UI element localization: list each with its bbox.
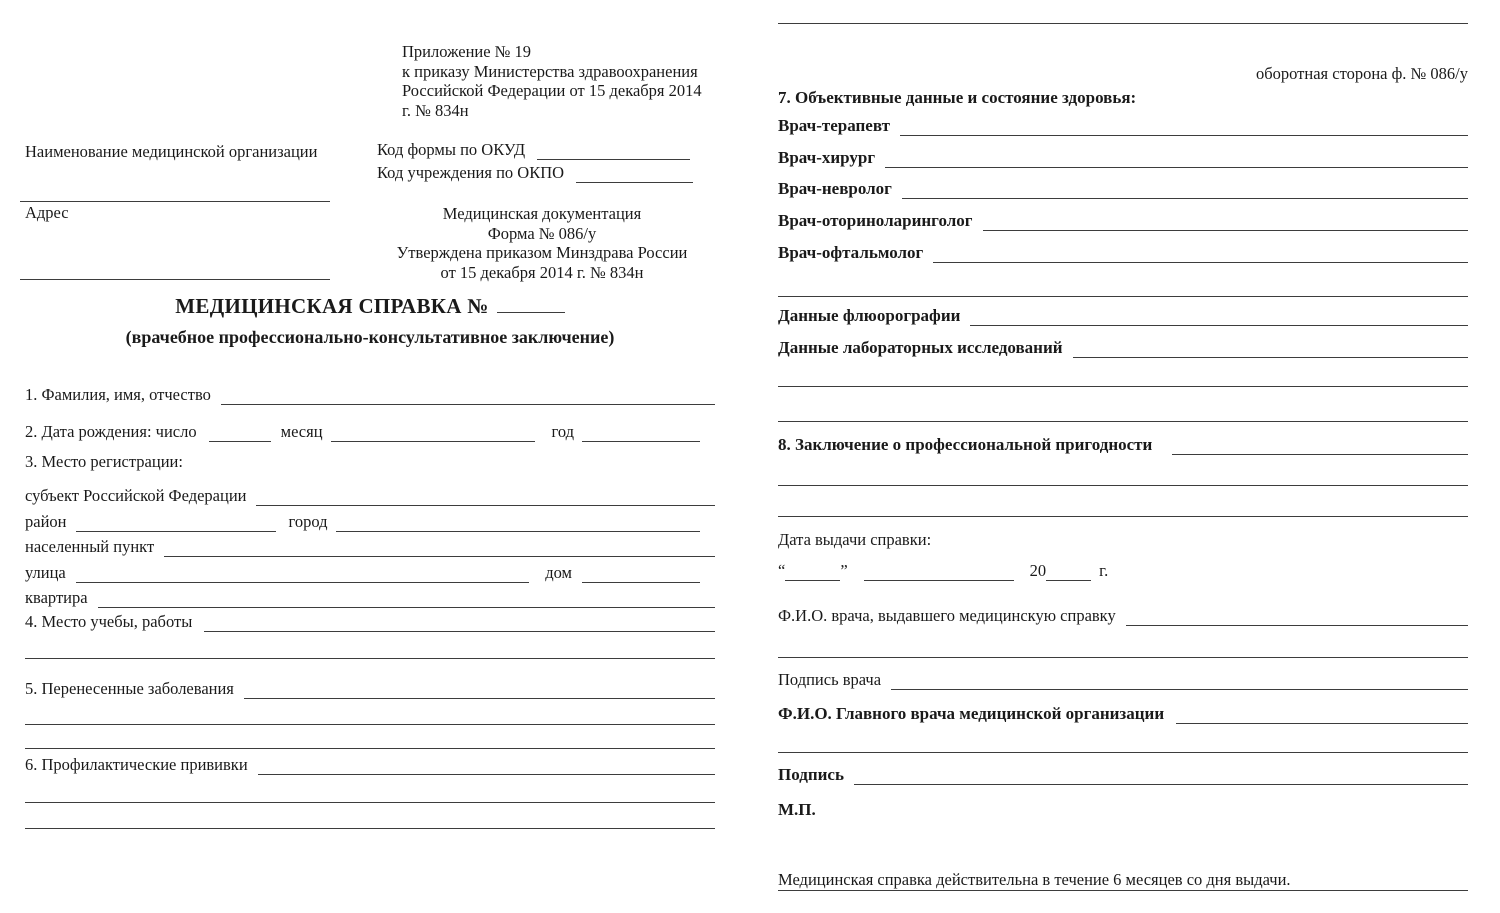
field-vaccinations	[25, 751, 715, 775]
blank-line	[778, 485, 1468, 486]
blank-line	[778, 421, 1468, 422]
validity-note: Медицинская справка действительна в течение 6 месяцев со дня выдачи.	[778, 870, 1291, 889]
blank-line	[864, 580, 1014, 581]
lab-tests-label: Данные лабораторных исследований	[778, 338, 1063, 357]
field-district-city	[25, 508, 700, 532]
year-suffix: г.	[1099, 561, 1109, 580]
blank-line	[1073, 357, 1468, 358]
page-top-rule	[778, 23, 1468, 24]
blank-line	[983, 230, 1469, 231]
otolaryngologist-label: Врач-оториноларинголог	[778, 211, 973, 230]
blank-line	[25, 802, 715, 803]
appendix-line: Приложение № 19	[402, 42, 532, 61]
form-title: МЕДИЦИНСКАЯ СПРАВКА №	[175, 294, 489, 318]
blank-line	[336, 531, 700, 532]
blank-line	[891, 689, 1468, 690]
blank-line	[164, 556, 715, 557]
blank-line	[25, 658, 715, 659]
blank-line	[209, 441, 271, 442]
field-otolaryngologist	[778, 207, 1468, 231]
district-label: район	[25, 512, 67, 531]
validity-note-row	[778, 864, 1468, 891]
blank-line	[1126, 625, 1468, 626]
org-name-label: Наименование медицинской организации	[25, 142, 318, 161]
surgeon-label: Врач-хирург	[778, 148, 876, 167]
issuing-doctor-name-label: Ф.И.О. врача, выдавшего медицинскую справку	[778, 606, 1116, 625]
field-study-work	[25, 608, 715, 632]
address-label: Адрес	[25, 203, 69, 222]
field-fluorography	[778, 302, 1468, 326]
blank-line	[244, 698, 715, 699]
blank-line	[778, 752, 1468, 753]
blank-line	[256, 505, 715, 506]
year-prefix: 20	[1029, 561, 1047, 580]
blank-line	[902, 198, 1468, 199]
registration-place-label: 3. Место регистрации:	[25, 452, 183, 471]
full-name-label: 1. Фамилия, имя, отчество	[25, 385, 211, 404]
appendix-line: Российской Федерации от 15 декабря 2014	[402, 81, 702, 100]
year-label: год	[551, 422, 574, 441]
form-subtitle: (врачебное профессионально-консультативное заключение)	[125, 327, 615, 347]
address-blank-line	[20, 279, 330, 280]
fitness-conclusion-label: 8. Заключение о профессиональной пригодности	[778, 435, 1153, 454]
field-doctor-signature	[778, 666, 1468, 690]
blank-line	[537, 159, 690, 160]
street-label: улица	[25, 563, 66, 582]
blank-line	[933, 262, 1468, 263]
appendix-block	[402, 42, 714, 120]
field-fitness-conclusion	[778, 431, 1468, 455]
field-issue-date	[778, 557, 1198, 581]
doc-approval-block	[377, 204, 707, 282]
back-side-caption: оборотная сторона ф. № 086/у	[1256, 64, 1468, 83]
blank-line	[25, 828, 715, 829]
section7-heading: 7. Объективные данные и состояние здоровья:	[778, 88, 1137, 107]
field-apartment	[25, 584, 715, 608]
blank-line	[76, 582, 529, 583]
blank-line	[778, 516, 1468, 517]
appendix-line: г. № 834н	[402, 100, 469, 120]
blank-line	[331, 441, 536, 442]
blank-line	[25, 748, 715, 749]
field-lab-tests	[778, 334, 1468, 358]
blank-line	[885, 167, 1468, 168]
neurologist-label: Врач-невролог	[778, 179, 892, 198]
quote-close: ”	[840, 561, 848, 580]
blank-line	[221, 404, 715, 405]
blank-line	[576, 182, 693, 183]
okud-label: Код формы по ОКУД	[377, 140, 526, 159]
quote-open: “	[778, 561, 786, 580]
signature-label: Подпись	[778, 765, 844, 784]
blank-line	[1172, 454, 1468, 455]
doc-line: Медицинская документация	[442, 204, 642, 223]
field-ophthalmologist	[778, 239, 1468, 263]
settlement-label: населенный пункт	[25, 537, 155, 556]
doc-line: от 15 декабря 2014 г. № 834н	[440, 262, 644, 282]
field-signature	[778, 761, 1468, 785]
field-head-doctor-name	[778, 700, 1468, 724]
apartment-label: квартира	[25, 588, 88, 607]
house-label: дом	[545, 563, 572, 582]
field-full-name	[25, 381, 715, 405]
blank-line	[25, 724, 715, 725]
issue-date-label: Дата выдачи справки:	[778, 530, 932, 549]
blank-line	[1046, 580, 1091, 581]
blank-line	[582, 441, 700, 442]
okud-field	[377, 138, 690, 160]
birth-date-label: 2. Дата рождения: число	[25, 422, 197, 441]
stamp-place-label: М.П.	[778, 800, 816, 819]
okpo-label: Код учреждения по ОКПО	[377, 163, 565, 182]
certificate-number-blank	[497, 298, 565, 313]
field-therapist	[778, 112, 1468, 136]
field-birth-date	[25, 418, 700, 442]
blank-line	[854, 784, 1468, 785]
doc-line: Форма № 086/у	[487, 223, 597, 243]
head-doctor-name-label: Ф.И.О. Главного врача медицинской организации	[778, 704, 1165, 723]
form-front-page	[25, 0, 715, 913]
blank-line	[76, 531, 276, 532]
form-title-row	[25, 294, 715, 319]
blank-line	[900, 135, 1468, 136]
blank-line	[582, 582, 700, 583]
blank-line	[1176, 723, 1468, 724]
form-back-page	[778, 0, 1468, 913]
past-diseases-label: 5. Перенесенные заболевания	[25, 679, 234, 698]
blank-line	[778, 386, 1468, 387]
month-label: месяц	[280, 422, 323, 441]
doctor-signature-label: Подпись врача	[778, 670, 882, 689]
vaccinations-label: 6. Профилактические прививки	[25, 755, 248, 774]
field-subject	[25, 482, 715, 506]
subject-label: субъект Российской Федерации	[25, 486, 247, 505]
field-issuing-doctor-name	[778, 602, 1468, 626]
field-past-diseases	[25, 675, 715, 699]
blank-line	[970, 325, 1468, 326]
fluorography-label: Данные флюорографии	[778, 306, 961, 325]
study-work-label: 4. Место учебы, работы	[25, 612, 193, 631]
blank-line	[778, 657, 1468, 658]
appendix-line: к приказу Министерства здравоохранения	[402, 61, 698, 81]
doc-line: Утверждена приказом Минздрава России	[396, 243, 688, 262]
field-street-house	[25, 559, 700, 583]
blank-line	[785, 580, 840, 581]
city-label: город	[288, 512, 328, 531]
okpo-field	[377, 161, 693, 183]
therapist-label: Врач-терапевт	[778, 116, 890, 135]
ophthalmologist-label: Врач-офтальмолог	[778, 243, 924, 262]
org-name-blank-line	[20, 201, 330, 202]
field-surgeon	[778, 144, 1468, 168]
field-neurologist	[778, 175, 1468, 199]
field-settlement	[25, 533, 715, 557]
blank-line	[258, 774, 715, 775]
blank-line	[204, 631, 715, 632]
blank-line	[778, 296, 1468, 297]
